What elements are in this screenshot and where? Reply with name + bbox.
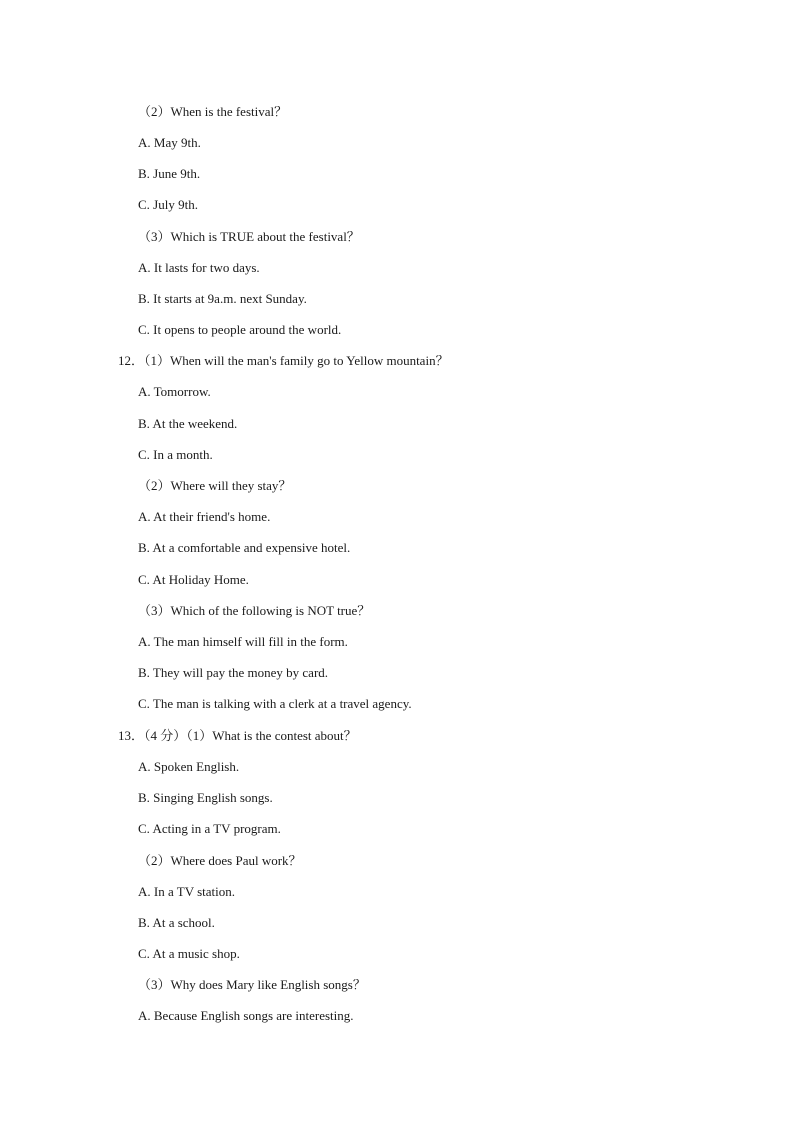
option-a: A. Spoken English.	[138, 759, 240, 774]
question-11-part-3: （3）Which is TRUE about the festival？	[138, 229, 360, 244]
option-a: A. The man himself will fill in the form.	[138, 634, 348, 649]
question-12-part-2: （2）Where will they stay？	[138, 478, 292, 493]
option-c: C. In a month.	[138, 447, 213, 462]
option-a: A. Tomorrow.	[138, 384, 211, 399]
option-b: B. It starts at 9a.m. next Sunday.	[138, 291, 307, 306]
option-b: B. At a comfortable and expensive hotel.	[138, 540, 351, 555]
option-c: C. It opens to people around the world.	[138, 322, 342, 337]
option-b: B. At a school.	[138, 915, 215, 930]
option-c: C. The man is talking with a clerk at a travel agency.	[138, 696, 412, 711]
option-b: B. Singing English songs.	[138, 790, 273, 805]
option-c: C. Acting in a TV program.	[138, 821, 281, 836]
option-b: B. June 9th.	[138, 166, 201, 181]
option-b: B. At the weekend.	[138, 416, 238, 431]
option-b: B. They will pay the money by card.	[138, 665, 329, 680]
option-c: C. At Holiday Home.	[138, 572, 249, 587]
question-13-part-3: （3）Why does Mary like English songs？	[138, 977, 366, 992]
question-12-part-3: （3）Which of the following is NOT true？	[138, 603, 371, 618]
question-12-part-1: 12．（1）When will the man's family go to Yellow mountain？	[118, 353, 449, 368]
option-a: A. In a TV station.	[138, 884, 236, 899]
question-13-part-2: （2）Where does Paul work？	[138, 853, 302, 868]
option-c: C. At a music shop.	[138, 946, 240, 961]
option-c: C. July 9th.	[138, 197, 198, 212]
question-13-part-1: 13．（4 分）（1）What is the contest about？	[118, 728, 357, 743]
option-a: A. May 9th.	[138, 135, 201, 150]
option-a: A. It lasts for two days.	[138, 260, 260, 275]
option-a: A. At their friend's home.	[138, 509, 271, 524]
option-a: A. Because English songs are interesting.	[138, 1008, 354, 1023]
question-11-part-2: （2）When is the festival？	[138, 104, 288, 119]
